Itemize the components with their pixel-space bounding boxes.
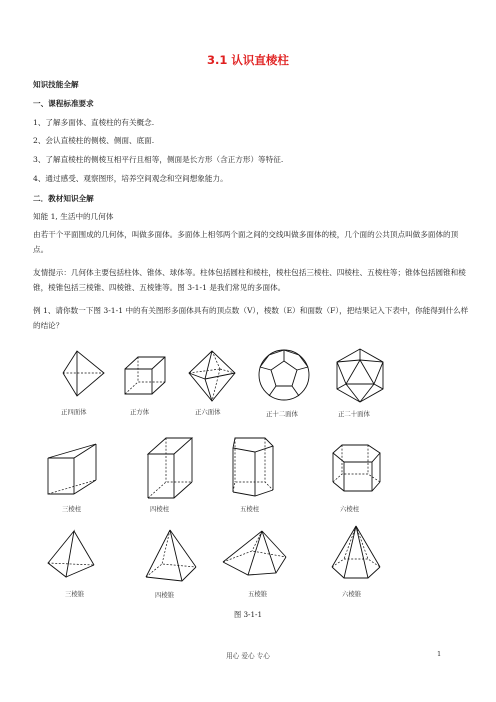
section-heading-textbook: 二．教材知识全解 — [33, 194, 94, 203]
label-regular-dodecahedron: 正十二面体 — [266, 410, 298, 418]
square-prism-figure — [142, 432, 197, 502]
label-square-pyramid: 四棱锥 — [155, 591, 175, 599]
hexagonal-prism-figure — [330, 440, 385, 498]
section-heading-knowledge: 知识技能全解 — [33, 80, 79, 89]
definition-paragraph: 由若干个平面围成的几何体，叫做多面体。多面体上相邻两个面之间的交线叫做多面体的棱，几个面的公共顶点叫做多面体的顶点。 — [33, 230, 459, 254]
label-hexagonal-prism: 六棱柱 — [340, 505, 360, 513]
label-hexagonal-pyramid: 六棱锥 — [342, 590, 362, 598]
page-title: 3.1 认识直棱柱 — [207, 53, 289, 67]
label-regular-icosahedron: 正二十面体 — [338, 410, 370, 418]
label-triangular-prism: 三棱柱 — [62, 505, 82, 513]
label-square-prism: 四棱柱 — [150, 505, 170, 513]
objective-3: 3、了解直棱柱的侧棱互相平行且相等，侧面是长方形（含正方形）等特征. — [33, 155, 284, 164]
page-number: 1 — [437, 650, 442, 658]
hexagonal-pyramid-figure — [328, 523, 383, 585]
objective-2: 2、会认直棱柱的侧棱、侧面、底面. — [33, 136, 155, 145]
section-heading-standards: 一、课程标准要求 — [33, 99, 94, 108]
objective-4: 4、通过感受、观察图形，培养空间观念和空间想象能力。 — [33, 174, 228, 183]
objective-1: 1、了解多面体、直棱柱的有关概念. — [33, 118, 155, 127]
figure-caption: 图 3-1-1 — [233, 610, 263, 619]
label-triangular-pyramid: 三棱锥 — [65, 590, 85, 598]
label-cube: 正方体 — [130, 408, 150, 416]
pentagonal-pyramid-figure — [220, 527, 290, 582]
example-paragraph: 例 1、请你数一下图 3-1-1 中的有关图形多面体具有的顶点数（V），棱数（E）和面数（F），把结果记入下表中，你能得到什么样的结论？ — [33, 306, 469, 330]
label-pentagonal-prism: 五棱柱 — [240, 505, 260, 513]
pentagonal-prism-figure — [225, 432, 280, 502]
page-footer: 用心 爱心 专心 — [226, 652, 270, 660]
label-pentagonal-pyramid: 五棱锥 — [248, 590, 268, 598]
knowledge-point-heading: 知能 1, 生活中的几何体 — [33, 212, 114, 221]
tetrahedron-figure — [58, 346, 108, 402]
triangular-pyramid-figure — [44, 527, 99, 582]
label-regular-octahedron: 正六面体 — [195, 408, 221, 416]
triangular-prism-figure — [44, 438, 99, 498]
square-pyramid-figure — [142, 527, 202, 585]
label-regular-tetrahedron: 正四面体 — [61, 408, 87, 416]
octahedron-figure — [185, 347, 240, 405]
icosahedron-figure — [330, 346, 390, 406]
dodecahedron-figure — [254, 346, 314, 404]
cube-figure — [120, 352, 170, 397]
hint-paragraph: 友情提示：几何体主要包括柱体、锥体、球体等。柱体包括圆柱和棱柱，棱柱包括三棱柱、四棱柱、五棱柱等；锥体包括圆锥和棱锥，棱锥包括三棱锥、四棱锥、五棱锥等。图 3-1-1 是我们常见的多面体。 — [33, 268, 466, 292]
